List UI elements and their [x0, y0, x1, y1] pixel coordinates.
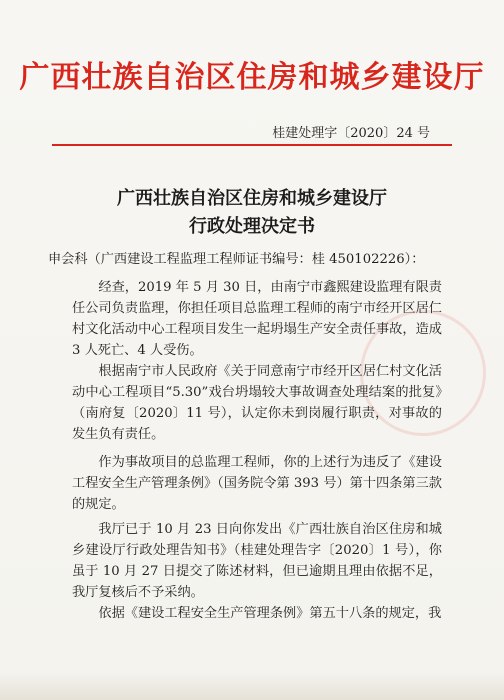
page-bottom-shadow	[0, 672, 504, 700]
paragraph-4: 我厅已于 10 月 23 日向你发出《广西壮族自治区住房和城乡建设厅行政处理告知书》（桂建处理告字〔2020〕1 号），你虽于 10 月 27 日提交了陈述材料，但已逾期且理由依据不足，我厅复核后不予采纳。	[72, 522, 442, 600]
paragraph-5: 依据《建设工程安全生产管理条例》第五十八条的规定，我	[98, 606, 442, 621]
paragraph-1: 经查，2019 年 5 月 30 日，由南宁市鑫熙建设监理有限责任公司负责监理，你担任项目总监理工程师的南宁市经开区居仁村文化活动中心工程项目发生一起坍塌生产安全责任事故，造成 3 人死亡、4 人受伤。	[72, 280, 442, 358]
red-divider-line	[52, 144, 452, 146]
paragraph-2: 根据南宁市人民政府《关于同意南宁市经开区居仁村文化活动中心工程项目“5.30”戏台坍塌较大事故调查处理结案的批复》（南府复〔2020〕11 号），认定你未到岗履行职责，对事故的发生负有责任。	[72, 364, 442, 442]
salutation: 申会科（广西建设工程监理工程师证书编号：桂 450102226）：	[48, 252, 425, 267]
document-title-line2: 行政处理决定书	[189, 216, 315, 237]
agency-header-title: 广西壮族自治区住房和城乡建设厅	[19, 60, 485, 95]
document-number: 桂建处理字〔2020〕24 号	[272, 126, 430, 141]
paragraph-3: 作为事故项目的总监理工程师，你的上述行为违反了《建设工程安全生产管理条例》（国务院令第 393 号）第十四条第三款的规定。	[72, 455, 442, 512]
document-title-line1: 广西壮族自治区住房和城乡建设厅	[117, 188, 387, 209]
